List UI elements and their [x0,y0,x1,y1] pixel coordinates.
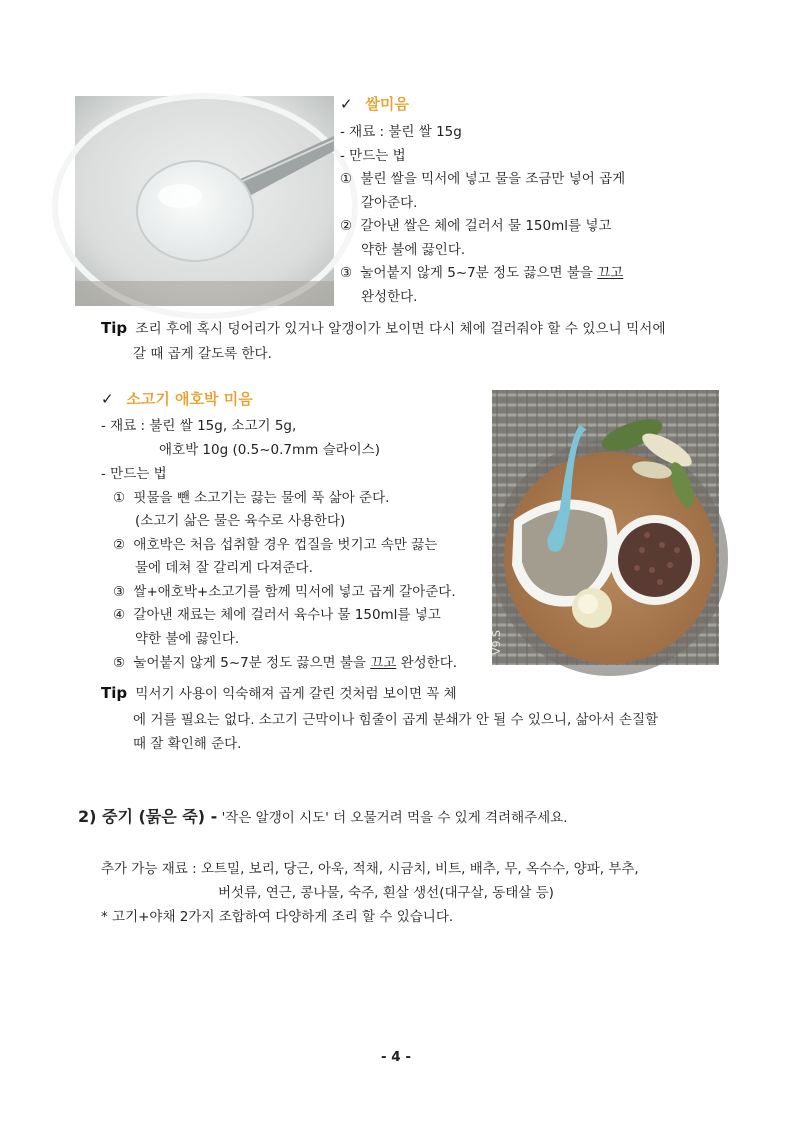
section2-heading-row [78,804,568,827]
step-number: ① [340,171,353,187]
page-number: - 4 - [381,1049,411,1065]
recipe2-ingredients-cont: 애호박 10g (0.5~0.7mm 슬라이스) [159,442,380,458]
tip-text: 조리 후에 혹시 덩어리가 있거나 알갱이가 보이면 다시 체에 걸러줘야 할 수 있으니 믹서에 [135,321,666,337]
recipe1-title-row [340,93,409,114]
step-number: ③ [113,584,126,600]
section2-heading: 2) 중기 (묽은 죽) - [78,807,218,826]
step-text: 쌀+애호박+소고기를 함께 믹서에 넣고 곱게 갈아준다. [133,584,456,600]
recipe2-step2 [113,533,437,553]
recipe2-step1 [113,486,389,506]
section2-extra-ingredients: 추가 가능 재료 : 오트밀, 보리, 당근, 아욱, 적채, 시금치, 비트, 배추, 무, 옥수수, 양파, 부추, [101,861,639,877]
beef-zucchini-porridge-photo [492,390,719,665]
recipe2-step4 [113,603,441,623]
recipe2-tip-row [101,682,457,702]
tip-label: Tip [101,684,128,702]
recipe1-tip-cont: 갈 때 곱게 갈도록 한다. [133,346,272,362]
recipe1-tip-row [101,317,666,337]
recipe1-title: 쌀미음 [365,95,409,113]
recipe1-step2 [340,214,611,234]
recipe2-ingredients: - 재료 : 불린 쌀 15g, 소고기 5g, [101,418,297,434]
step-text-underlined: 끄고 [370,655,397,671]
recipe2-title: 소고기 애호박 미음 [126,390,253,408]
recipe2-title-row [101,388,253,409]
checkmark-icon: ✓ [101,390,114,408]
recipe1-method-label: - 만드는 법 [340,148,406,164]
step-number: ① [113,490,126,506]
step-number: ④ [113,607,126,623]
recipe2-step4-cont: 약한 불에 끓인다. [135,631,240,647]
step-text: 눌어붙지 않게 5~7분 정도 끓으면 불을 [133,655,371,671]
step-number: ② [340,218,353,234]
step-text: 갈아낸 쌀은 체에 걸러서 물 150ml를 넣고 [360,218,612,234]
recipe2-method-label: - 만드는 법 [101,466,167,482]
recipe1-step1 [340,167,625,187]
recipe1-step2-cont: 약한 불에 끓인다. [361,242,466,258]
rice-porridge-photo [75,96,334,306]
tip-text: 믹서기 사용이 익숙해져 곱게 갈린 것처럼 보이면 꼭 체 [135,686,457,702]
recipe1-step3-cont: 완성한다. [361,289,418,305]
recipe2-step5 [113,651,457,671]
recipe2-step1-cont: (소고기 삶은 물은 육수로 사용한다) [135,513,346,529]
step-number: ② [113,537,126,553]
step-text: 완성한다. [396,655,458,671]
tip-label: Tip [101,319,128,337]
step-text-underlined: 끄고 [597,265,624,281]
recipe2-step2-cont: 물에 데쳐 잘 갈리게 다져준다. [135,560,313,576]
section2-extra-ingredients-cont: 버섯류, 연근, 콩나물, 숙주, 흰살 생선(대구살, 동태살 등) [218,885,554,901]
recipe2-tip-cont2: 때 잘 확인해 준다. [133,736,242,752]
step-text: 애호박은 처음 섭취할 경우 껍질을 벗기고 속만 끓는 [133,537,438,553]
recipe1-step3 [340,261,623,281]
step-text: 불린 쌀을 믹서에 넣고 물을 조금만 넣어 곱게 [360,171,626,187]
section2-subheading: '작은 알갱이 시도' 더 오물거려 먹을 수 있게 격려해주세요. [217,810,568,826]
step-number: ⑤ [113,655,126,671]
checkmark-icon: ✓ [340,95,353,113]
recipe1-step1-cont: 갈아준다. [361,195,418,211]
step-number: ③ [340,265,353,281]
recipe2-tip-cont1: 에 거를 필요는 없다. 소고기 근막이나 힘줄이 곱게 분쇄가 안 될 수 있으니, 삶아서 손질할 [133,712,659,728]
step-text: 핏물을 뺀 소고기는 끓는 물에 푹 삶아 준다. [133,490,390,506]
recipe1-ingredients: - 재료 : 불린 쌀 15g [340,124,462,140]
section2-note: * 고기+야채 2가지 조합하여 다양하게 조리 할 수 있습니다. [101,909,454,925]
step-text: 눌어붙지 않게 5~7분 정도 끓으면 불을 [360,265,598,281]
step-text: 갈아낸 재료는 체에 걸러서 육수나 물 150ml를 넣고 [133,607,441,623]
photo-watermark: V9.S [490,629,503,655]
recipe2-step3 [113,580,456,600]
